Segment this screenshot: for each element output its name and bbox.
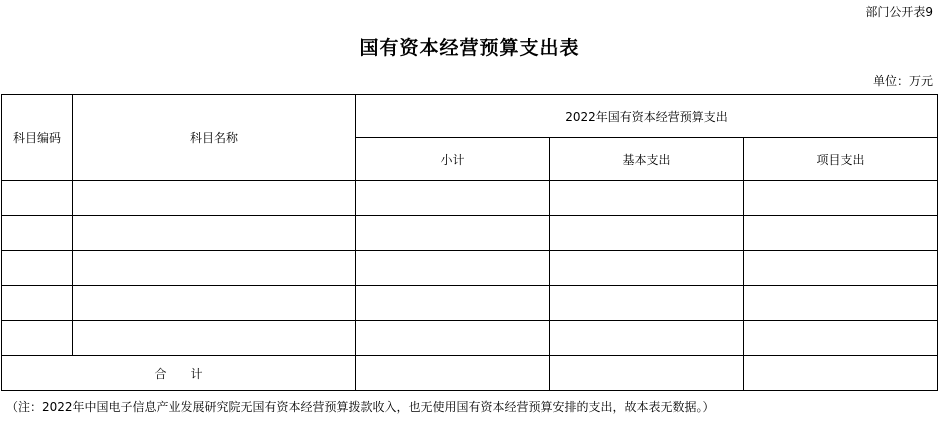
cell	[2, 181, 73, 216]
cell	[356, 216, 550, 251]
table-row	[2, 181, 938, 216]
cell	[744, 181, 938, 216]
header-project: 项目支出	[744, 138, 938, 181]
header-row	[2, 95, 938, 138]
cell	[550, 286, 744, 321]
cell	[73, 251, 356, 286]
total-subtotal	[356, 356, 550, 391]
footnote: （注：2022年中国电子信息产业发展研究院无国有资本经营预算拨款收入，也无使用国有资本经营预算安排的支出，故本表无数据。）	[6, 400, 715, 414]
budget-table	[1, 94, 938, 391]
total-label: 合 计	[2, 356, 356, 391]
cell	[356, 251, 550, 286]
total-project	[744, 356, 938, 391]
form-number: 部门公开表9	[865, 5, 933, 19]
table-row	[2, 251, 938, 286]
cell	[73, 321, 356, 356]
page-title: 国有资本经营预算支出表	[359, 37, 580, 59]
cell	[550, 251, 744, 286]
header-basic: 基本支出	[550, 138, 744, 181]
cell	[550, 216, 744, 251]
table-row	[2, 216, 938, 251]
cell	[73, 286, 356, 321]
total-row	[2, 356, 938, 391]
cell	[744, 251, 938, 286]
cell	[356, 321, 550, 356]
cell	[744, 216, 938, 251]
header-name: 科目名称	[73, 95, 356, 181]
cell	[2, 321, 73, 356]
cell	[744, 286, 938, 321]
cell	[2, 251, 73, 286]
unit-label: 单位：万元	[872, 74, 933, 88]
cell	[744, 321, 938, 356]
cell	[73, 216, 356, 251]
header-code: 科目编码	[2, 95, 73, 181]
cell	[356, 286, 550, 321]
cell	[2, 216, 73, 251]
table-row	[2, 286, 938, 321]
header-group: 2022年国有资本经营预算支出	[356, 95, 938, 138]
cell	[550, 181, 744, 216]
table-row	[2, 321, 938, 356]
cell	[356, 181, 550, 216]
cell	[550, 321, 744, 356]
total-basic	[550, 356, 744, 391]
header-subtotal: 小计	[356, 138, 550, 181]
cell	[73, 181, 356, 216]
cell	[2, 286, 73, 321]
